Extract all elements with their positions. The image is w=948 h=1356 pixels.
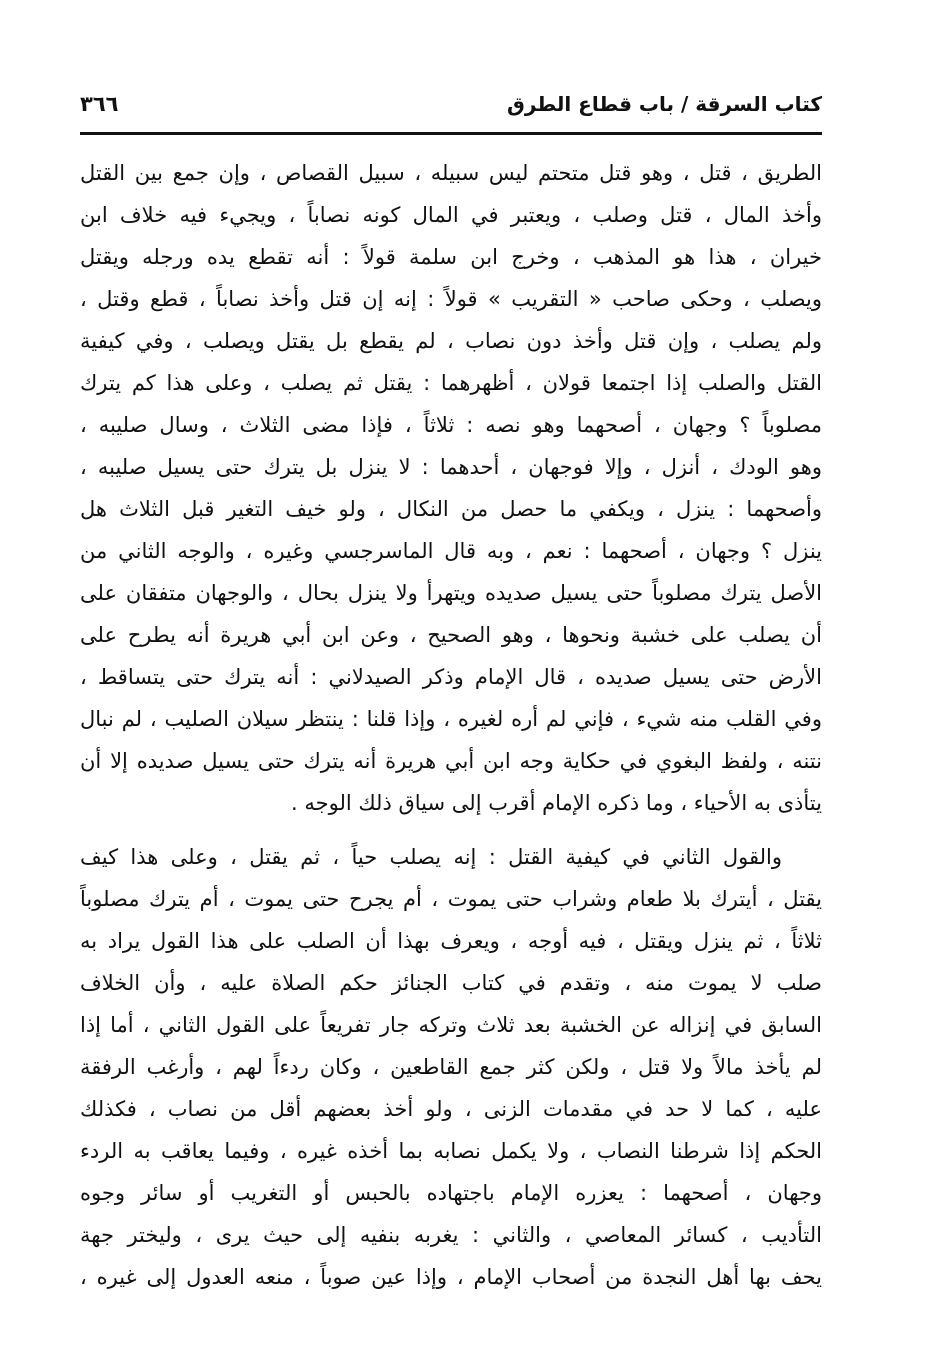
text-line: مصلوباً ؟ وجهان ، أصحهما وهو نصه : ثلاثاً ، فإذا مضى الثلاث ، وسال صليبه ،: [80, 413, 822, 437]
text-line: خيران ، هذا هو المذهب ، وخرج ابن سلمة قولاً : أنه تقطع يده ورجله ويقتل: [80, 245, 822, 269]
text-line: يتأذى به الأحياء ، وما ذكره الإمام أقرب إلى سياق ذلك الوجه .: [291, 791, 822, 815]
text-line: والقول الثاني في كيفية القتل : إنه يصلب حياً ، ثم يقتل ، وعلى هذا كيف: [80, 845, 782, 869]
text-line: السابق في إنزاله عن الخشبة بعد ثلاث وتركه جار تفريعاً على القول الثاني ، أما إذا: [80, 1013, 822, 1037]
paragraph-2: [80, 836, 822, 1298]
text-line: وجهان ، أصحهما : يعزره الإمام باجتهاده بالحبس أو التغريب أو سائر وجوه: [80, 1181, 822, 1205]
text-line: ثلاثاً ، ثم ينزل ويقتل ، فيه أوجه ، ويعرف بهذا أن الصلب على هذا القول يراد به: [80, 929, 822, 953]
text-line: وفي القلب منه شيء ، فإني لم أره لغيره ، وإذا قلنا : ينتظر سيلان الصليب ، لم نبال: [80, 707, 822, 731]
text-line: وأخذ المال ، قتل وصلب ، ويعتبر في المال كونه نصاباً ، ويجيء فيه خلاف ابن: [80, 203, 822, 227]
text-line: عليه ، كما لا حد في مقدمات الزنى ، ولو أخذ بعضهم أقل من نصاب ، فكذلك: [80, 1097, 822, 1121]
text-line: الحكم إذا شرطنا النصاب ، ولا يكمل نصابه بما أخذه غيره ، وفيما يعاقب به الردء: [80, 1139, 822, 1163]
text-line: التأديب ، كسائر المعاصي ، والثاني : يغربه بنفيه إلى حيث يرى ، وليختر جهة: [80, 1223, 822, 1247]
text-line: لم يأخذ مالاً ولا قتل ، ولكن كثر جمع القاطعين ، وكان ردءاً لهم ، وأرغب الرفقة: [80, 1055, 822, 1079]
running-title: كتاب السرقة / باب قطاع الطرق: [507, 92, 822, 116]
text-line: وهو الودك ، أنزل ، وإلا فوجهان ، أحدهما : لا ينزل بل يترك حتى يسيل صليبه ،: [80, 455, 822, 479]
page-number: ٣٦٦: [80, 92, 119, 116]
text-line: ينزل ؟ وجهان ، أصحهما : نعم ، وبه قال الماسرجسي وغيره ، والوجه الثاني من: [80, 539, 822, 563]
text-line: وأصحهما : ينزل ، ويكفي ما حصل من النكال ، ولو خيف التغير قبل الثلاث هل: [80, 497, 822, 521]
text-line: الطريق ، قتل ، وهو قتل متحتم ليس سبيله ، سبيل القصاص ، وإن جمع بين القتل: [80, 161, 822, 185]
page-header: [80, 86, 822, 130]
body-text: [80, 152, 822, 1298]
paragraph-1: [80, 152, 822, 824]
text-line: القتل والصلب إذا اجتمعا قولان ، أظهرهما : يقتل ثم يصلب ، وعلى هذا كم يترك: [80, 371, 822, 395]
text-line: يحف بها أهل النجدة من أصحاب الإمام ، وإذا عين صوباً ، منعه العدول إلى غيره ،: [80, 1265, 822, 1289]
text-line: أن يصلب على خشبة ونحوها ، وهو الصحيح ، وعن ابن أبي هريرة أنه يطرح على: [80, 623, 822, 647]
text-line: صلب لا يموت منه ، وتقدم في كتاب الجنائز حكم الصلاة عليه ، وأن الخلاف: [80, 971, 822, 995]
text-line: نتنه ، ولفظ البغوي في حكاية وجه ابن أبي هريرة أنه يترك حتى يسيل صديده إلا أن: [80, 749, 822, 773]
text-line: ولم يصلب ، وإن قتل وأخذ دون نصاب ، لم يقطع بل يقتل ويصلب ، وفي كيفية: [80, 329, 822, 353]
paragraph-gap: [80, 824, 822, 836]
text-line: ويصلب ، وحكى صاحب « التقريب » قولاً : إنه إن قتل وأخذ نصاباً ، قطع وقتل ،: [80, 287, 822, 311]
text-line: الأصل يترك مصلوباً حتى يسيل صديده ويتهرأ ولا ينزل بحال ، والوجهان متفقان على: [80, 581, 822, 605]
header-divider: [80, 132, 822, 135]
text-line: الأرض حتى يسيل صديده ، قال الإمام وذكر الصيدلاني : أنه يترك حتى يتساقط ،: [80, 665, 822, 689]
text-line: يقتل ، أيترك بلا طعام وشراب حتى يموت ، أم يجرح حتى يموت ، أم يترك مصلوباً: [80, 887, 822, 911]
